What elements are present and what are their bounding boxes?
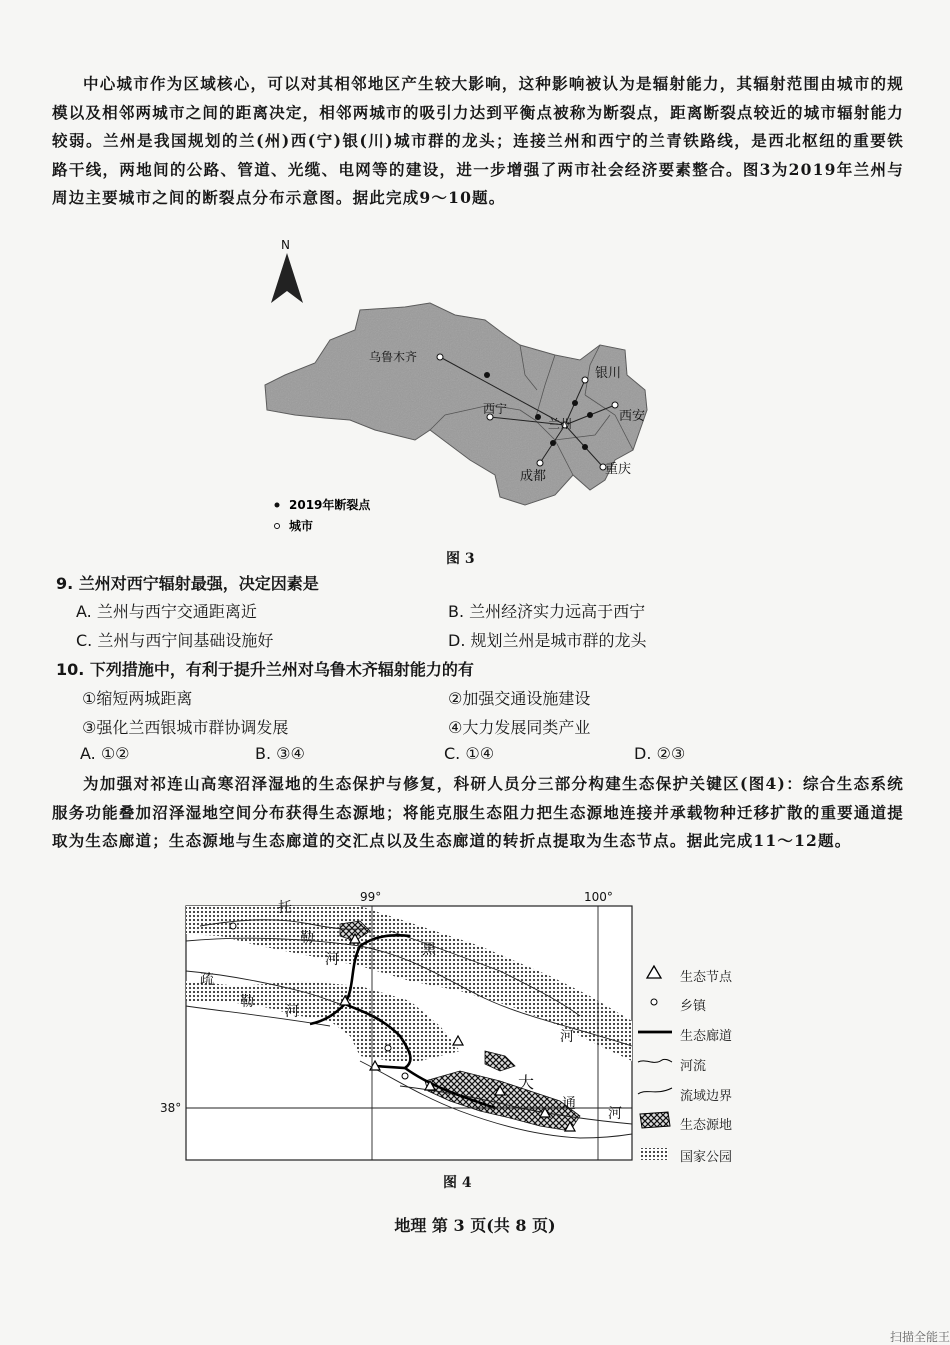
figure-4-svg [160,886,640,1166]
city-label-chongqing: 重庆 [605,462,632,477]
q9-option-d: D. 规划兰州是城市群的龙头 [448,631,647,650]
river-label-he2: 河 [285,1004,299,1020]
river-label-tuo: 托 [278,900,292,916]
q10-option-d: D. ②③ [634,744,686,763]
legend-park-label: 国家公园 [680,1150,733,1165]
q10-option-a: A. ①② [80,744,130,763]
river-label-he4: 河 [608,1106,622,1122]
north-label: N [281,238,290,252]
question-10-stem: 10. 下列措施中，有利于提升兰州对乌鲁木齐辐射能力的有 [56,660,474,679]
legend-break-symbol [275,503,280,508]
q10-option-b: B. ③④ [255,744,305,763]
q10-item-1: ①缩短两城距离 [82,689,193,708]
legend-boundary-label: 流域边界 [680,1089,733,1104]
city-label-xining: 西宁 [483,402,508,416]
legend-node-label: 生态节点 [680,970,733,985]
city-label-yinchuan: 银川 [595,366,622,381]
legend-river-icon [638,1059,672,1062]
river-label-le1: 勒 [300,930,314,946]
legend-boundary-icon [638,1088,672,1094]
legend-river-label: 河流 [680,1059,707,1074]
q9-option-b: B. 兰州经济实力远高于西宁 [448,602,646,621]
q9-option-a: A. 兰州与西宁交通距离近 [76,602,257,621]
legend-source-icon [640,1112,670,1128]
q10-item-4: ④大力发展同类产业 [448,718,591,737]
legend-break-label: 2019年断裂点 [289,498,371,512]
lat-38-label: 38° [160,1101,182,1115]
legend-town-label: 乡镇 [680,999,707,1014]
q10-item-3: ③强化兰西银城市群协调发展 [82,718,289,737]
figure-3-svg [255,235,675,545]
north-arrow-icon [271,253,303,303]
figure-4-legend [636,962,786,1172]
city-label-chengdu: 成都 [520,469,547,484]
lon-100-label: 100° [584,890,613,904]
question-9-stem: 9. 兰州对西宁辐射最强，决定因素是 [56,574,319,593]
city-label-lanzhou: 兰州 [548,417,573,431]
legend-corridor-label: 生态廊道 [680,1029,733,1044]
q9-option-c: C. 兰州与西宁间基础设施好 [76,631,274,650]
river-label-he3: 河 [560,1029,574,1045]
river-label-da: 大 [518,1073,535,1092]
legend-park-icon [640,1148,668,1160]
river-label-he1: 河 [325,952,339,968]
legend-source-label: 生态源地 [680,1118,733,1133]
legend-node-icon [647,966,661,978]
legend-city-label: 城市 [289,519,314,533]
page-footer: 地理 第 3 页(共 8 页) [394,1216,556,1235]
passage-intro-1: 中心城市作为区域核心，可以对其相邻地区产生较大影响，这种影响被认为是辐射能力，其辐射范围由城市的规模以及相邻两城市之间的距离决定，相邻两城市的吸引力达到平衡点被称为断裂点，距离断裂点较近的城市辐射能力较弱。兰州是我国规划的兰(州)西(宁)银(川)城市群的龙头；连接兰州和西宁的兰青铁路线，是西北枢纽的重要铁路干线，两地间的公路、管道、光缆、电网等的建设，进一步增强了两市社会经济要素整合。图3为2019年兰州与周边主要城市之间的断裂点分布示意图。据此完成9～10题。 [52,74,904,208]
figure-3-map [255,235,675,545]
river-label-hei: 黑 [422,942,436,958]
figure-4-map [160,886,640,1166]
city-label-urumqi: 乌鲁木齐 [369,350,418,364]
corner-watermark: 扫描全能王 [889,1330,950,1344]
q10-option-c: C. ①④ [444,744,495,763]
passage-intro-2: 为加强对祁连山高寒沼泽湿地的生态保护与修复，科研人员分三部分构建生态保护关键区(图4)：综合生态系统服务功能叠加沼泽湿地空间分布获得生态源地；将能克服生态阻力把生态源地连接并承载物种迁移扩散的重要通道提取为生态廊道；生态源地与生态廊道的交汇点以及生态廊道的转折点提取为生态节点。据此完成11～12题。 [52,774,904,851]
lon-99-label: 99° [360,890,382,904]
river-label-tong: 通 [562,1096,576,1112]
q10-item-2: ②加强交通设施建设 [448,689,591,708]
legend-town-icon [651,999,657,1005]
city-label-xian: 西安 [619,409,646,424]
river-label-le2: 勒 [240,994,254,1010]
figure-3-caption: 图 3 [446,551,475,567]
legend-city-symbol [275,524,280,529]
figure-4-caption: 图 4 [443,1175,472,1191]
river-label-shu: 疏 [200,972,214,988]
